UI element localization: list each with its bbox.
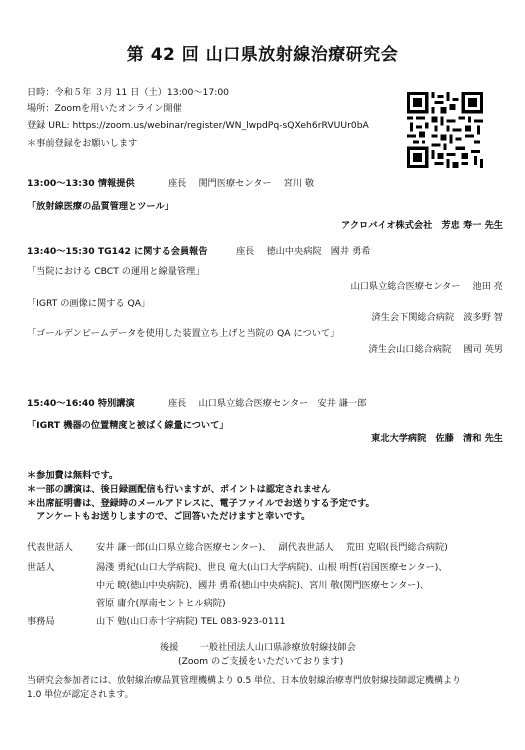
page-title: 第 42 回 山口県放射線治療研究会 (126, 45, 399, 65)
session2-talk2-topic: 「IGRT の画像に関する QA」 (27, 298, 151, 309)
note-fee: ＊参加費は無料です。 (27, 470, 119, 481)
note-certificate: ＊出席証明書は、登録時のメールアドレスに、電子ファイルでお送りする予定です。 (27, 498, 375, 509)
members-label: 世話人 (27, 562, 55, 573)
support-line1: 後援 一般社団法人山口県診療放射線技師会 (160, 642, 356, 653)
registration-note: ＊事前登録をお願いします (27, 138, 138, 149)
footer-line2: 1.0 単位が認定されます。 (27, 690, 134, 700)
note-survey: アンケートもお送りしますので、ご回答いただけますと幸いです。 (27, 511, 311, 522)
session2-time: 13:40～15:30 TG142 に関する会員報告 (27, 246, 208, 257)
qr-code-icon[interactable] (407, 92, 483, 168)
session3-speaker: 東北大学病院 佐藤 清和 先生 (371, 433, 503, 444)
rep-value: 安井 謙一郎(山口県立総合医療センター)、 副代表世話人 荒田 克昭(長門総合病院) (96, 542, 448, 553)
event-place: 場所：Zoomを用いたオンライン開催 (27, 103, 182, 114)
session1-time: 13:00～13:30 情報提供 (27, 178, 135, 189)
session2-chair: 座長 徳山中央病院 國井 勇希 (236, 246, 371, 257)
session2-talk1-speaker: 山口県立総合医療センター 池田 亮 (350, 281, 503, 292)
session3-topic: 「IGRT 機器の位置精度と被ばく線量について」 (27, 420, 229, 431)
office-value: 山下 勉(山口赤十字病院) TEL 083-923-0111 (96, 616, 286, 627)
event-datetime: 日時：令和５年 ３月 11 日（土）13:00～17:00 (27, 87, 230, 98)
members-line1: 湯淺 勇紀(山口大学病院)、世良 竜大(山口大学病院)、山根 明哲(岩国医療センター)、 (96, 562, 448, 573)
session3-chair: 座長 山口県立総合医療センター 安井 謙一郎 (168, 398, 367, 409)
session1-chair: 座長 関門医療センター 宮川 敬 (168, 178, 315, 189)
members-line2: 中元 暁(徳山中央病院)、國井 勇希(徳山中央病院)、宮川 敬(関門医療センター)、 (96, 580, 430, 591)
footer-line1: 当研究会参加者には、放射線治療品質管理機構より 0.5 単位、日本放射線治療専門放射線技師認定機構より (27, 676, 462, 686)
session2-talk2-speaker: 済生会下関総合病院 波多野 智 (371, 312, 503, 323)
session3-time: 15:40～16:40 特別講演 (27, 398, 135, 409)
session2-talk1-topic: 「当院における CBCT の運用と線量管理」 (27, 266, 205, 277)
support-line2: (Zoom のご支援をいただいております) (178, 656, 344, 667)
rep-label: 代表世話人 (27, 542, 73, 553)
office-label: 事務局 (27, 616, 55, 627)
members-line3: 菅原 庸介(厚南セントヒル病院) (96, 598, 226, 609)
session1-speaker: アクロバイオ株式会社 芳忠 寿一 先生 (340, 220, 503, 231)
session1-topic: 「放射線医療の品質管理とツール」 (27, 201, 174, 212)
session2-talk3-speaker: 済生会山口総合病院 國司 英男 (368, 344, 503, 355)
session2-talk3-topic: 「ゴールデンビームデータを使用した装置立ち上げと当院の QA について」 (27, 328, 340, 339)
note-recording: ＊一部の講演は、後日録画配信も行いますが、ポイントは認定されません (27, 484, 331, 495)
registration-url[interactable]: 登録 URL: https://zoom.us/webinar/register/WN_lwpdPq-sQXeh6rRVUUr0bA (27, 120, 369, 131)
